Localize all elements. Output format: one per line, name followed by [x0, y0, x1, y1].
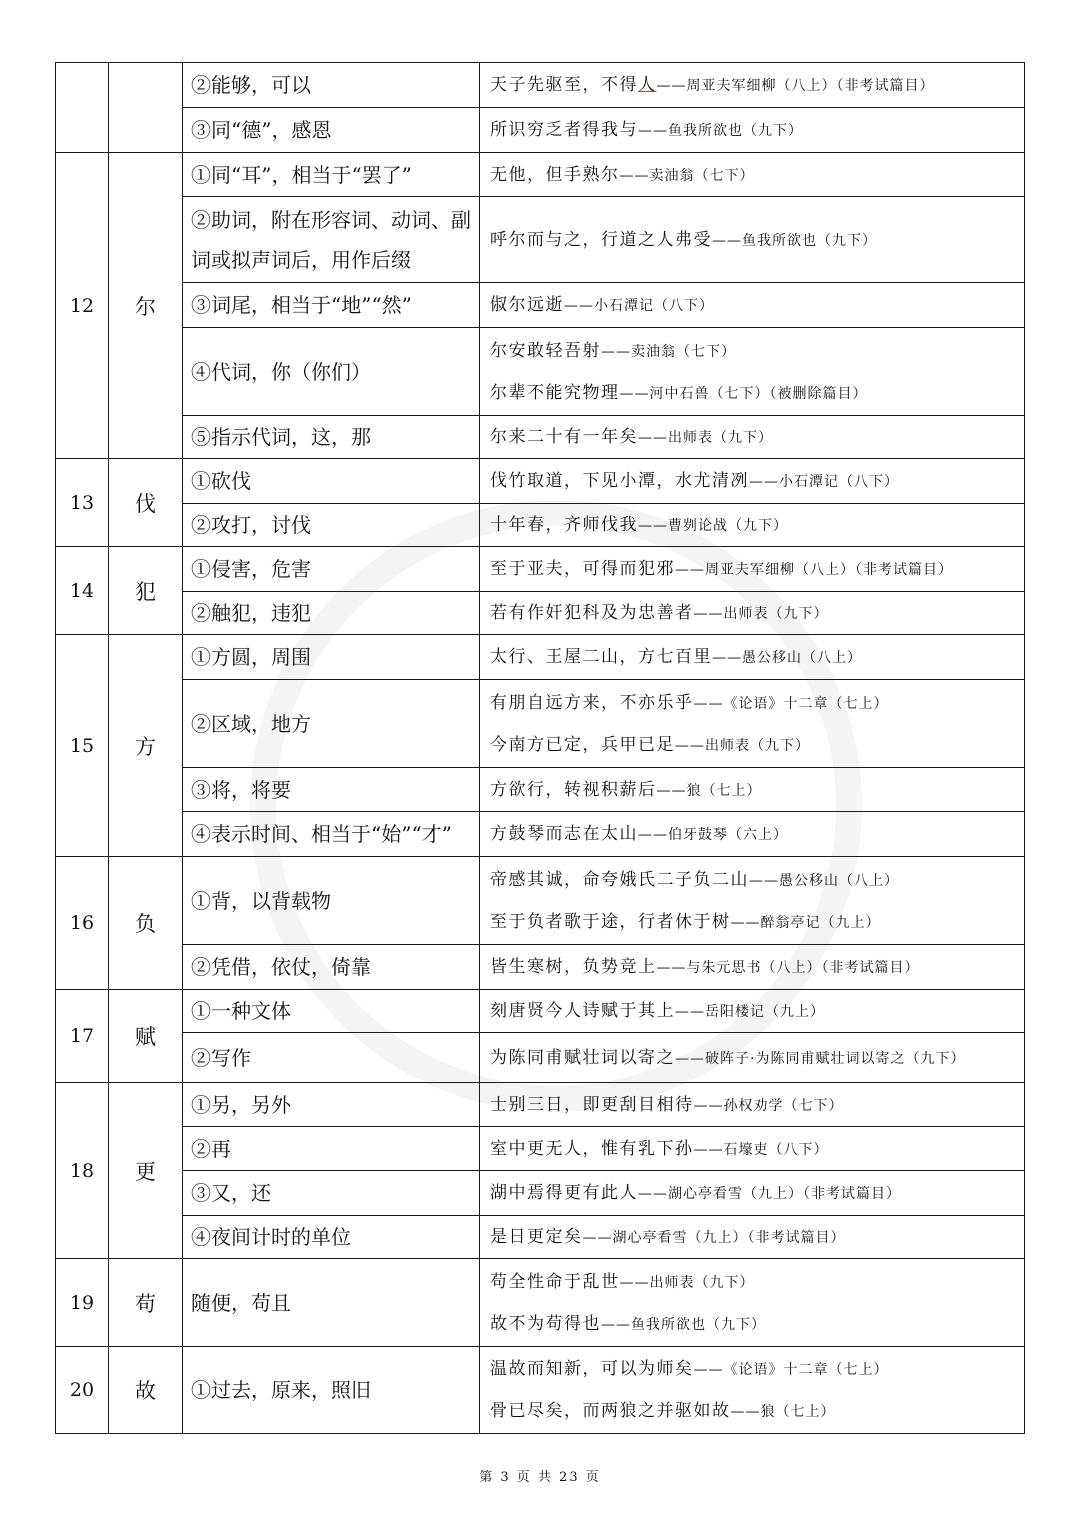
table-row	[56, 1127, 1025, 1171]
row-number: 18	[56, 1083, 109, 1259]
example-source: ——鱼我所欲也（九下）	[712, 232, 877, 249]
table-row	[56, 635, 1025, 680]
example-cell	[480, 153, 1025, 197]
example-line	[490, 284, 1024, 326]
row-char: 故	[109, 1347, 183, 1434]
example-cell	[480, 63, 1025, 108]
example-line	[490, 109, 1024, 151]
example-cell	[480, 1216, 1025, 1259]
example-cell	[480, 197, 1025, 283]
example-source: ——周亚夫军细柳（八上）（非考试篇目）	[675, 562, 953, 578]
example-line	[490, 219, 1024, 261]
row-char: 赋	[109, 990, 183, 1083]
example-line	[490, 1261, 1024, 1303]
example-source: ——狼（七上）	[656, 782, 762, 799]
table-row	[56, 945, 1025, 990]
example-text: 尔来二十有一年矣	[490, 427, 638, 447]
example-text: 温故而知新，可以为师矣	[490, 1359, 694, 1379]
example-line	[490, 636, 1024, 678]
example-source: ——小石潭记（八下）	[564, 298, 714, 314]
example-source: ——河中石兽（七下）（被删除篇目）	[619, 385, 868, 402]
example-line	[490, 813, 1024, 855]
meaning-cell: ①同“耳”，相当于“罢了”	[183, 153, 480, 197]
example-cell	[480, 768, 1025, 812]
example-text: 至于负者歌于途，行者休于树	[490, 911, 731, 932]
example-line	[490, 460, 1024, 502]
example-source: ——卖油翁（七下）	[601, 343, 736, 360]
meaning-cell: ②写作	[183, 1033, 480, 1083]
example-source: ——出师表（九下）	[619, 1274, 755, 1291]
example-line	[490, 548, 1024, 590]
row-number-empty	[56, 63, 109, 153]
meaning-cell: ④表示时间、相当于“始”“才”	[183, 812, 480, 857]
example-line	[490, 1128, 1024, 1170]
example-text: 俶尔远逝	[490, 295, 564, 315]
example-source: ——周亚夫军细柳（八上）（非考试篇目）	[656, 78, 935, 94]
example-line	[490, 154, 1024, 196]
example-cell	[480, 990, 1025, 1033]
example-cell	[480, 680, 1025, 768]
example-line	[490, 859, 1024, 901]
example-text: 十年春，齐师伐我	[490, 515, 638, 535]
table-row	[56, 680, 1025, 768]
meaning-cell: ①一种文体	[183, 990, 480, 1033]
example-text: 所识穷乏者得我与	[490, 120, 638, 140]
meaning-cell: ②区域，地方	[183, 680, 480, 768]
example-line	[490, 1216, 1024, 1258]
example-text: 天子先驱至，不得	[490, 75, 638, 95]
example-text: 方鼓琴而志在太山	[490, 824, 638, 844]
example-source: ——湖心亭看雪（九上）（非考试篇目）	[582, 1230, 846, 1246]
example-line	[490, 64, 1024, 106]
example-source: ——鱼我所欲也（九下）	[638, 123, 803, 139]
example-source: ——卖油翁（七下）	[619, 167, 755, 184]
example-source: ——《论语》十二章（七上）	[693, 1362, 889, 1378]
meaning-cell: ②助词，附在形容词、动词、副词或拟声词后，用作后缀	[183, 197, 480, 283]
row-char: 更	[109, 1083, 183, 1259]
example-line	[490, 330, 1024, 372]
example-cell	[480, 945, 1025, 990]
example-text: 士别三日，即更刮目相待	[490, 1094, 694, 1115]
example-source: ——与朱元思书（八上）（非考试篇目）	[656, 960, 920, 976]
example-cell	[480, 1033, 1025, 1083]
meaning-cell: ③又，还	[183, 1171, 480, 1216]
example-line	[490, 724, 1024, 766]
table-row	[56, 812, 1025, 857]
example-cell	[480, 857, 1025, 945]
row-number: 16	[56, 857, 109, 990]
example-text: 有朋自远方来，不亦乐乎	[490, 692, 694, 713]
example-text: 尔辈不能究物理	[490, 382, 620, 403]
table-row	[56, 1259, 1025, 1347]
example-cell	[480, 108, 1025, 153]
example-text: 至于亚夫，可得而犯邪	[490, 559, 675, 579]
meaning-cell: ①方圆，周围	[183, 635, 480, 680]
example-source: ——出师表（九下）	[675, 737, 810, 754]
meaning-cell: ③词尾，相当于“地”“然”	[183, 283, 480, 328]
meaning-cell: ①背，以背载物	[183, 857, 480, 945]
meaning-cell: ①另，另外	[183, 1083, 480, 1127]
meaning-cell: ①侵害，危害	[183, 547, 480, 592]
example-source: ——岳阳楼记（九上）	[675, 1004, 825, 1020]
example-source: ——狼（七上）	[730, 1404, 836, 1420]
example-text: 呼尔而与之，行道之人弗受	[490, 229, 712, 250]
row-char: 负	[109, 857, 183, 990]
meaning-cell: ①过去，原来，照旧	[183, 1347, 480, 1434]
example-cell	[480, 416, 1025, 459]
example-cell	[480, 459, 1025, 504]
row-char: 方	[109, 635, 183, 857]
table-row	[56, 283, 1025, 328]
example-line	[490, 504, 1024, 546]
example-text: 今南方已定，兵甲已足	[490, 734, 675, 755]
meaning-cell: ④夜间计时的单位	[183, 1216, 480, 1259]
table-row	[56, 547, 1025, 592]
example-source: ——破阵子·为陈同甫赋壮词以寄之（九下）	[675, 1050, 966, 1067]
row-char: 伐	[109, 459, 183, 547]
example-text: 故不为苟得也	[490, 1313, 601, 1334]
example-text: 为陈同甫赋壮词以寄之	[490, 1047, 675, 1068]
example-source: ——出师表（九下）	[638, 430, 773, 446]
example-source: ——湖心亭看雪（九上）（非考试篇目）	[638, 1186, 901, 1202]
example-text: 是日更定矣	[490, 1227, 583, 1247]
meaning-cell: ②再	[183, 1127, 480, 1171]
table-row	[56, 459, 1025, 504]
example-source: ——鱼我所欲也（九下）	[601, 1316, 766, 1333]
example-line	[490, 682, 1024, 724]
example-line	[490, 416, 1024, 458]
example-cell	[480, 283, 1025, 328]
example-line	[490, 1084, 1024, 1126]
example-cell	[480, 592, 1025, 635]
example-cell	[480, 635, 1025, 680]
table-row	[56, 592, 1025, 635]
example-source: ——醉翁亭记（九上）	[730, 914, 881, 931]
row-number: 13	[56, 459, 109, 547]
example-text: 苟全性命于乱世	[490, 1271, 620, 1292]
example-line	[490, 1390, 1024, 1432]
example-cell	[480, 547, 1025, 592]
example-line	[490, 946, 1024, 988]
example-source: ——孙权劝学（七下）	[693, 1097, 844, 1114]
example-cell	[480, 1127, 1025, 1171]
example-text: 方欲行，转视积薪后	[490, 779, 657, 800]
table-row	[56, 1033, 1025, 1083]
example-text: 刻唐贤今人诗赋于其上	[490, 1001, 675, 1021]
example-line	[490, 1348, 1024, 1390]
example-source: ——石壕吏（八下）	[693, 1141, 829, 1158]
meaning-cell: 随便，苟且	[183, 1259, 480, 1347]
example-cell	[480, 812, 1025, 857]
table-row	[56, 63, 1025, 108]
example-source: ——曹刿论战（九下）	[638, 518, 788, 534]
row-char: 尔	[109, 153, 183, 459]
row-number: 15	[56, 635, 109, 857]
meaning-cell: ④代词，你（你们）	[183, 328, 480, 416]
row-number: 19	[56, 1259, 109, 1347]
table-row	[56, 328, 1025, 416]
example-cell	[480, 1259, 1025, 1347]
example-line	[490, 1303, 1024, 1345]
row-number: 14	[56, 547, 109, 635]
example-cell	[480, 1083, 1025, 1127]
meaning-cell: ⑤指示代词，这，那	[183, 416, 480, 459]
meaning-cell: ②触犯，违犯	[183, 592, 480, 635]
table-row	[56, 1083, 1025, 1127]
page-footer: 第 3 页 共 23 页	[479, 1470, 601, 1485]
example-text: 若有作奸犯科及为忠善者	[490, 603, 694, 623]
table-row	[56, 153, 1025, 197]
example-line	[490, 769, 1024, 811]
table-row	[56, 990, 1025, 1033]
meaning-cell: ②能够，可以	[183, 63, 480, 108]
example-cell	[480, 504, 1025, 547]
row-number: 12	[56, 153, 109, 459]
example-line	[490, 1172, 1024, 1214]
example-line	[490, 1037, 1024, 1079]
example-text: 湖中焉得更有此人	[490, 1183, 638, 1203]
table-row	[56, 768, 1025, 812]
table-row	[56, 504, 1025, 547]
row-number: 20	[56, 1347, 109, 1434]
example-cell	[480, 1171, 1025, 1216]
meaning-cell: ②攻打，讨伐	[183, 504, 480, 547]
row-char-empty	[109, 63, 183, 153]
example-line	[490, 990, 1024, 1032]
example-source: ——《论语》十二章（七上）	[693, 695, 889, 712]
example-line	[490, 372, 1024, 414]
meaning-cell: ②凭借，依仗，倚靠	[183, 945, 480, 990]
example-source: ——愚公移山（八上）	[712, 650, 862, 666]
example-text: 骨已尽矣，而两狼之并驱如故	[490, 1401, 731, 1421]
example-line	[490, 592, 1024, 634]
example-text: 无他，但手熟尔	[490, 164, 620, 185]
example-source: ——愚公移山（八上）	[749, 872, 899, 889]
example-text: 皆生寒树，负势竞上	[490, 957, 657, 977]
example-text: 帝感其诚，命夸娥氏二子负二山	[490, 869, 749, 890]
example-source: ——出师表（九下）	[693, 606, 829, 622]
example-text: 伐竹取道，下见小潭，水尤清冽	[490, 471, 749, 491]
table-row	[56, 108, 1025, 153]
row-number: 17	[56, 990, 109, 1083]
table-row	[56, 1216, 1025, 1259]
meaning-cell: ③同“德”，感恩	[183, 108, 480, 153]
example-text: 室中更无人，惟有乳下孙	[490, 1138, 694, 1159]
example-underlined-char: 人	[638, 75, 657, 95]
table-row	[56, 197, 1025, 283]
example-cell	[480, 1347, 1025, 1434]
vocab-table	[55, 62, 1025, 1434]
table-row	[56, 1171, 1025, 1216]
example-source: ——伯牙鼓琴（六上）	[638, 827, 788, 843]
meaning-cell: ③将，将要	[183, 768, 480, 812]
table-row	[56, 1347, 1025, 1434]
example-text: 太行、王屋二山，方七百里	[490, 647, 712, 667]
table-row	[56, 857, 1025, 945]
row-char: 苟	[109, 1259, 183, 1347]
table-row	[56, 416, 1025, 459]
row-char: 犯	[109, 547, 183, 635]
meaning-cell: ①砍伐	[183, 459, 480, 504]
example-source: ——小石潭记（八下）	[749, 474, 899, 490]
example-cell	[480, 328, 1025, 416]
example-text: 尔安敢轻吾射	[490, 340, 601, 361]
example-line	[490, 901, 1024, 943]
